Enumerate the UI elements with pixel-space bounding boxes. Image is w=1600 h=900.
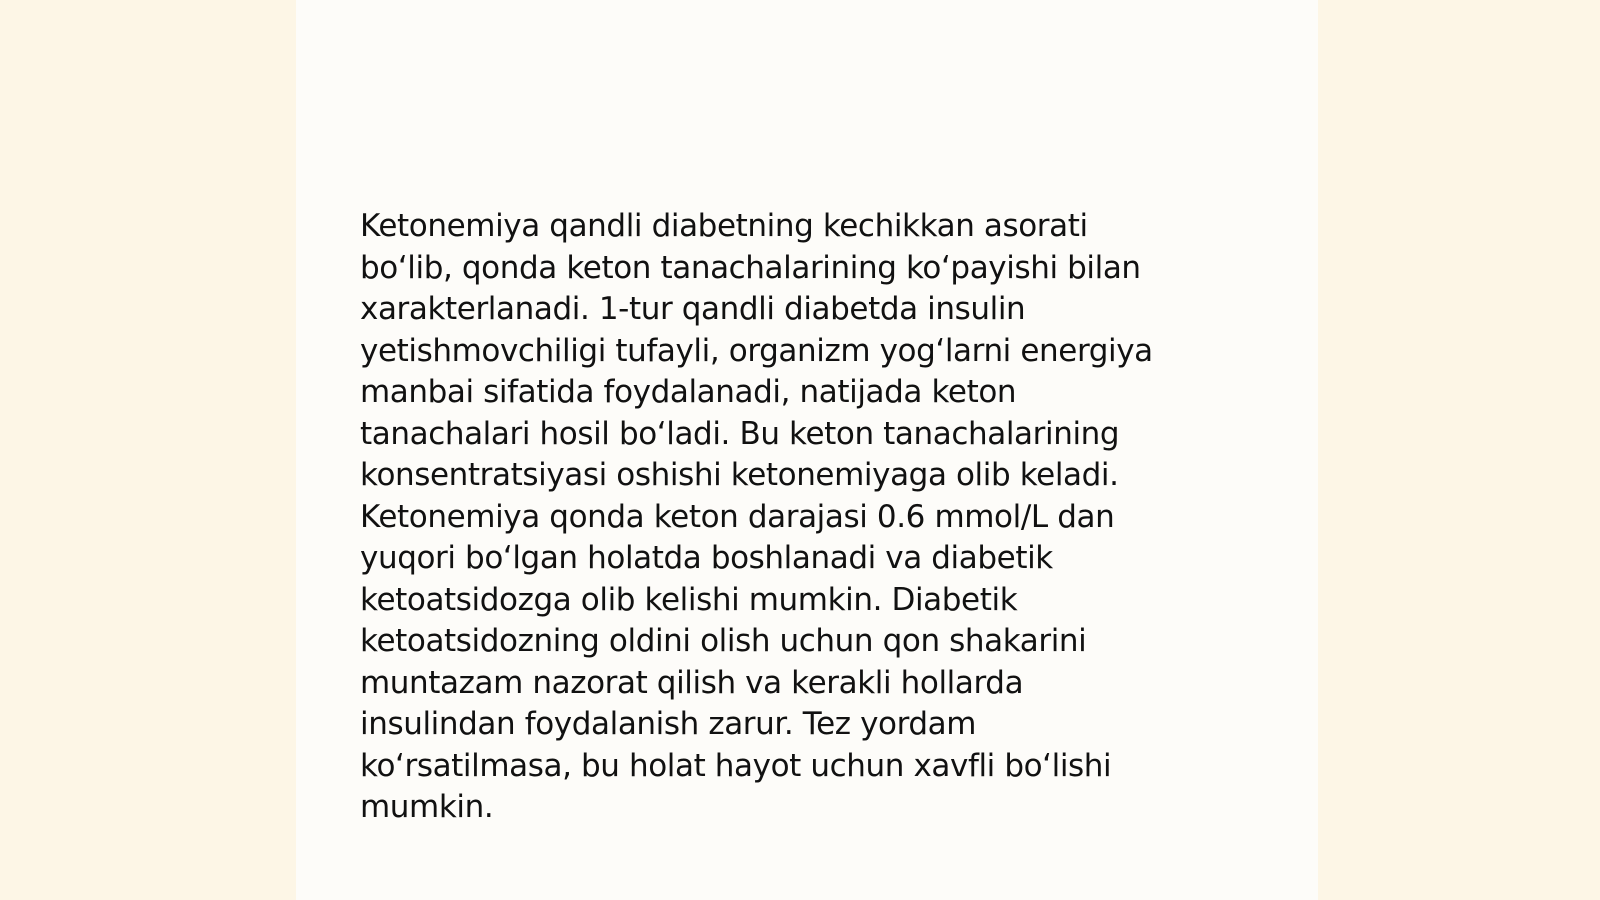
paragraph-line-12: muntazam nazorat qilish va kerakli hollarda	[360, 664, 1024, 701]
paragraph-line-11: ketoatsidozning oldini olish uchun qon shakarini	[360, 623, 1087, 659]
paragraph-line-14: koʻrsatilmasa, bu holat hayot uchun xavfli boʻlishi	[360, 747, 1112, 784]
paragraph-line-6: tanachalari hosil boʻladi. Bu keton tanachalarining	[360, 415, 1120, 452]
paragraph-line-13: insulindan foydalanish zarur. Tez yordam	[360, 706, 977, 742]
document-page	[296, 0, 1318, 900]
paragraph-line-3: xarakterlanadi. 1-tur qandli diabetda insulin	[360, 291, 1026, 327]
body-paragraph	[360, 206, 1260, 829]
paragraph-line-2: boʻlib, qonda keton tanachalarining koʻpayishi bilan	[360, 249, 1141, 286]
paragraph-line-9: yuqori boʻlgan holatda boshlanadi va diabetik	[360, 540, 1053, 576]
paragraph-line-10: ketoatsidozga olib kelishi mumkin. Diabetik	[360, 581, 1018, 618]
paragraph-line-8: Ketonemiya qonda keton darajasi 0.6 mmol/L dan	[360, 498, 1115, 535]
paragraph-line-1: Ketonemiya qandli diabetning kechikkan asorati	[360, 208, 1088, 244]
paragraph-line-15: mumkin.	[360, 789, 494, 825]
paragraph-line-5: manbai sifatida foydalanadi, natijada keton	[360, 374, 1017, 410]
paragraph-line-7: konsentratsiyasi oshishi ketonemiyaga olib keladi.	[360, 457, 1119, 493]
paragraph-line-4: yetishmovchiligi tufayli, organizm yogʻlarni energiya	[360, 332, 1153, 369]
